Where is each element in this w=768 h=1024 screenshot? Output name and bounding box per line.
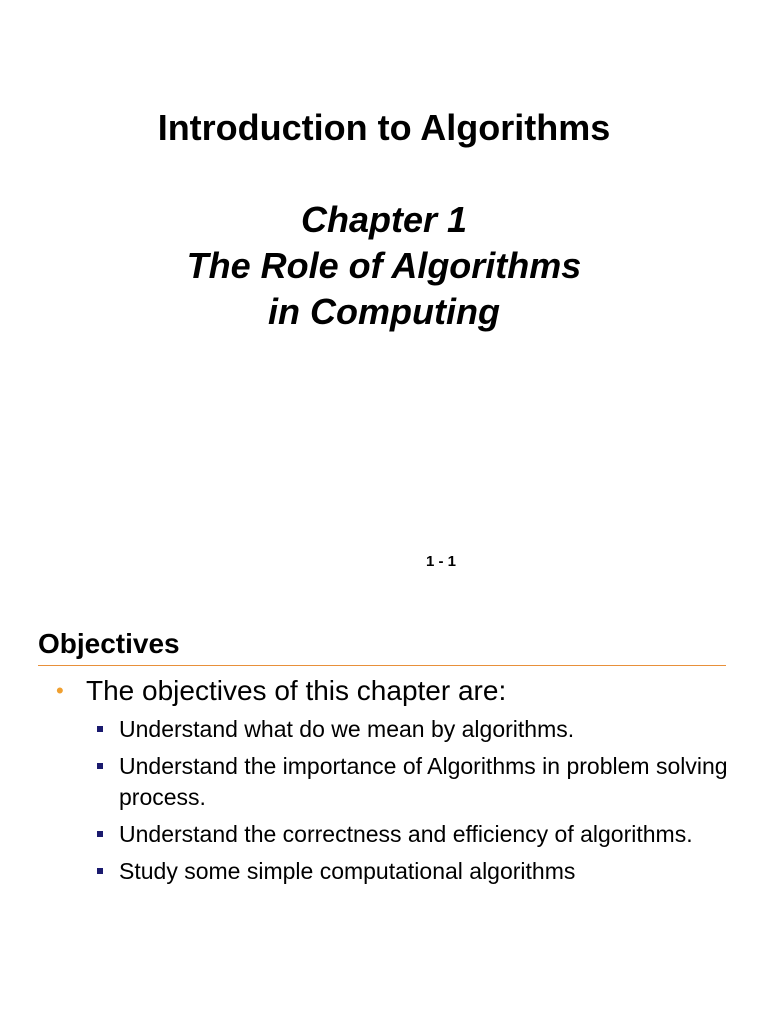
slide-title: Introduction to Algorithms (157, 107, 611, 148)
chapter-line: The Role of Algorithms (186, 245, 582, 286)
list-item (96, 819, 736, 850)
main-bullet-text: The objectives of this chapter are: (86, 675, 507, 706)
list-item (96, 856, 736, 887)
chapter-title-block (0, 197, 768, 335)
section-heading: Objectives (38, 628, 180, 659)
list-item-text: Understand the importance of Algorithms in problem solving process. (119, 753, 728, 810)
chapter-line: Chapter 1 (300, 199, 468, 240)
chapter-line: in Computing (268, 291, 500, 332)
bullet-dot-icon: • (56, 678, 64, 703)
list-item (96, 714, 736, 745)
square-bullet-icon (97, 726, 103, 732)
list-item-text: Understand what do we mean by algorithms. (119, 716, 575, 742)
square-bullet-icon (97, 868, 103, 874)
square-bullet-icon (97, 831, 103, 837)
objectives-list (96, 714, 736, 893)
square-bullet-icon (97, 763, 103, 769)
list-item-text: Study some simple computational algorithms (119, 858, 576, 884)
page-number: 1 - 1 (426, 553, 457, 570)
list-item-text: Understand the correctness and efficiency of algorithms. (119, 821, 693, 847)
list-item (96, 751, 736, 813)
heading-divider (38, 665, 726, 666)
